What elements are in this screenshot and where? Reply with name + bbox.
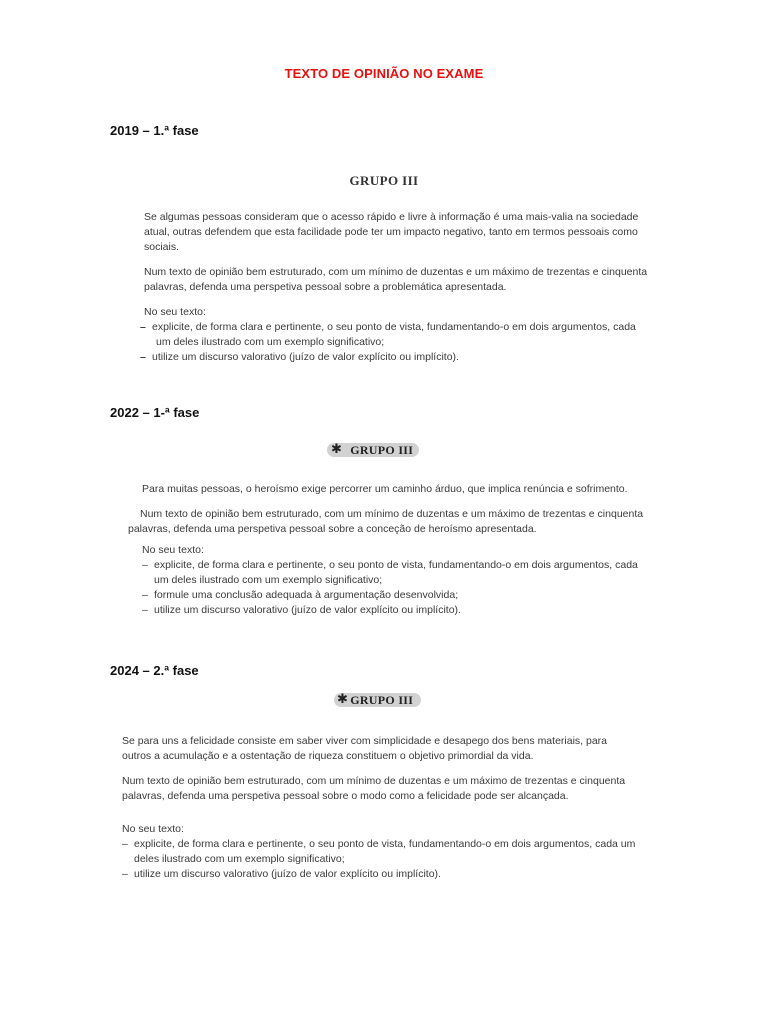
instruction-item: – utilize um discurso valorativo (juízo de valor explícito ou implícito). bbox=[140, 351, 459, 363]
text-line: palavras, defenda uma perspetiva pessoal sobre o modo como a felicidade pode ser alcançada. bbox=[122, 790, 569, 802]
instruction-item-continuation: um deles ilustrado com um exemplo significativo; bbox=[154, 574, 383, 586]
prompt-paragraph bbox=[122, 734, 642, 764]
group-heading-2024 bbox=[334, 693, 421, 707]
group-heading-2019: GRUPO III bbox=[349, 173, 419, 188]
instructions-block bbox=[142, 543, 642, 618]
text-line: Num texto de opinião bem estruturado, com um mínimo de duzentas e um máximo de trezentas e cinquenta bbox=[122, 775, 626, 787]
text-line: atual, outras defendem que esta facilidade pode ter um impacto negativo, tanto em termos pessoais como bbox=[144, 226, 638, 238]
text-line: palavras, defenda uma perspetiva pessoal sobre a problemática apresentada. bbox=[144, 281, 507, 293]
prompt-paragraph bbox=[144, 210, 646, 255]
instruction-item-continuation: um deles ilustrado com um exemplo significativo; bbox=[156, 336, 385, 348]
document-title: TEXTO DE OPINIÃO NO EXAME bbox=[284, 66, 484, 81]
text-line: palavras, defenda uma perspetiva pessoal sobre a conceção de heroísmo apresentada. bbox=[128, 523, 537, 535]
instructions-intro: No seu texto: bbox=[142, 544, 204, 556]
text-line: Se para uns a felicidade consiste em saber viver com simplicidade e desapego dos bens materiais, para bbox=[122, 735, 608, 747]
year-label-2019: 2019 – 1.ª fase bbox=[110, 123, 199, 138]
text-line: Se algumas pessoas consideram que o acesso rápido e livre à informação é uma mais-valia na sociedade bbox=[144, 211, 639, 223]
text-line: Para muitas pessoas, o heroísmo exige percorrer um caminho árduo, que implica renúncia e sofrimento. bbox=[142, 483, 628, 495]
instruction-item: – formule uma conclusão adequada à argumentação desenvolvida; bbox=[142, 589, 459, 601]
group-label: GRUPO III bbox=[350, 443, 414, 457]
instruction-item: – utilize um discurso valorativo (juízo de valor explícito ou implícito). bbox=[142, 604, 461, 616]
exam-excerpt-2019 bbox=[140, 210, 648, 365]
instruction-item: – explicite, de forma clara e pertinente, o seu ponto de vista, fundamentando-o em dois argumentos, cada bbox=[140, 321, 636, 333]
instructions-block bbox=[140, 305, 646, 365]
instructions-intro: No seu texto: bbox=[144, 306, 206, 318]
text-line: Num texto de opinião bem estruturado, com um mínimo de duzentas e um máximo de trezentas e cinquenta bbox=[140, 508, 644, 520]
text-line: sociais. bbox=[144, 241, 180, 253]
instructions-intro: No seu texto: bbox=[122, 823, 184, 835]
text-line: Num texto de opinião bem estruturado, com um mínimo de duzentas e um máximo de trezentas e cinquenta bbox=[144, 266, 648, 278]
text-line: outros a acumulação e a ostentação de riqueza constituem o objetivo primordial da vida. bbox=[122, 750, 534, 762]
group-label: GRUPO III bbox=[350, 693, 414, 707]
task-paragraph bbox=[128, 507, 644, 537]
asterisk-icon: ✱ bbox=[331, 442, 343, 457]
asterisk-icon: ✱ bbox=[337, 692, 349, 707]
prompt-paragraph bbox=[142, 482, 642, 497]
exam-excerpt-2022 bbox=[128, 482, 644, 618]
task-paragraph bbox=[122, 774, 642, 804]
year-label-2022: 2022 – 1-ª fase bbox=[110, 405, 200, 420]
year-label-2024: 2024 – 2.ª fase bbox=[110, 663, 199, 678]
instruction-item: – explicite, de forma clara e pertinente, o seu ponto de vista, fundamentando-o em dois argumentos, cada bbox=[142, 559, 638, 571]
instructions-block bbox=[122, 822, 642, 882]
instruction-item: – utilize um discurso valorativo (juízo de valor explícito ou implícito). bbox=[122, 868, 441, 880]
instruction-item-continuation: deles ilustrado com um exemplo significativo; bbox=[134, 853, 345, 865]
task-paragraph bbox=[144, 265, 646, 295]
exam-excerpt-2024 bbox=[122, 734, 642, 882]
group-heading-2022 bbox=[327, 443, 419, 457]
instruction-item: – explicite, de forma clara e pertinente, o seu ponto de vista, fundamentando-o em dois argumentos, cada um bbox=[122, 838, 636, 850]
